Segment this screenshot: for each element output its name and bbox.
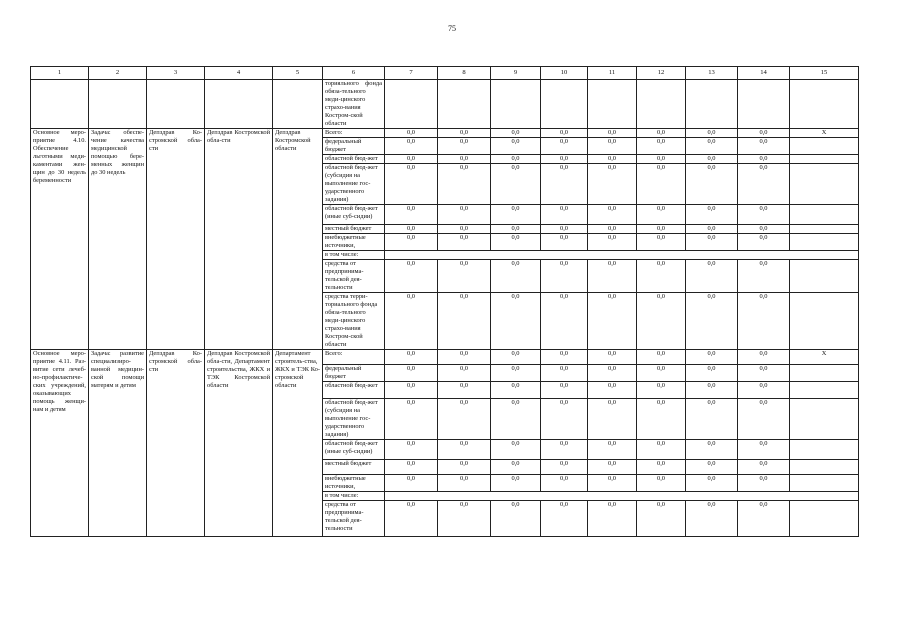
amount-cell: 0,0 [588, 155, 637, 164]
amount-cell: 0,0 [588, 440, 637, 460]
amount-cell: 0,0 [637, 460, 686, 475]
amount-cell: 0,0 [637, 293, 686, 350]
measure-cell: Основное меро-приятие 4.10. Обеспечение льготными меди-каментами жен-щин до 30 недель беременности [31, 129, 89, 350]
amount-cell: 0,0 [385, 440, 438, 460]
funding-source-label: федеральный бюджет [323, 365, 385, 382]
amount-cell: 0,0 [491, 475, 541, 492]
amount-cell: 0,0 [385, 399, 438, 440]
empty-cell [790, 164, 859, 205]
empty-cell [790, 501, 859, 537]
amount-cell: 0,0 [385, 129, 438, 138]
executor-cell: Депздрав Ко-стромской обла-сти [147, 129, 205, 350]
column-number-15: 15 [790, 67, 859, 80]
amount-cell: 0,0 [738, 365, 790, 382]
amount-cell: 0,0 [385, 501, 438, 537]
empty-cell [438, 80, 491, 129]
amount-cell: 0,0 [438, 234, 491, 251]
amount-cell: 0,0 [491, 155, 541, 164]
amount-cell: 0,0 [588, 164, 637, 205]
amount-cell: 0,0 [438, 129, 491, 138]
amount-cell: 0,0 [541, 293, 588, 350]
amount-cell: 0,0 [738, 260, 790, 293]
funding-source-label: областной бюд-жет (субсидия на выполнение гос-ударственного задания) [323, 399, 385, 440]
amount-cell: 0,0 [637, 234, 686, 251]
amount-cell: 0,0 [637, 501, 686, 537]
amount-cell: 0,0 [541, 475, 588, 492]
amount-cell: 0,0 [686, 155, 738, 164]
amount-cell: 0,0 [637, 399, 686, 440]
column-number-2: 2 [89, 67, 147, 80]
amount-cell: 0,0 [738, 164, 790, 205]
amount-cell: 0,0 [686, 260, 738, 293]
funding-source-label: областной бюд-жет (субсидия на выполнение гос-ударственного задания) [323, 164, 385, 205]
amount-cell: 0,0 [491, 164, 541, 205]
empty-cell [790, 440, 859, 460]
funding-source-label: торияльного фонда обяза-тельного меди-цинского страхо-вания Костром-ской области [323, 80, 385, 129]
empty-cell [790, 155, 859, 164]
amount-cell: 0,0 [686, 164, 738, 205]
amount-cell: 0,0 [438, 350, 491, 365]
amount-cell: 0,0 [686, 350, 738, 365]
amount-cell: 0,0 [637, 205, 686, 225]
empty-cell [273, 80, 323, 129]
empty-cell [385, 80, 438, 129]
amount-cell: 0,0 [491, 365, 541, 382]
result-mark: X [790, 350, 859, 365]
amount-cell: 0,0 [738, 475, 790, 492]
empty-cell [385, 492, 859, 501]
amount-cell: 0,0 [738, 205, 790, 225]
amount-cell: 0,0 [738, 440, 790, 460]
amount-cell: 0,0 [686, 440, 738, 460]
amount-cell: 0,0 [637, 155, 686, 164]
amount-cell: 0,0 [738, 225, 790, 234]
program-table [30, 66, 859, 537]
amount-cell: 0,0 [541, 138, 588, 155]
amount-cell: 0,0 [438, 382, 491, 399]
amount-cell: 0,0 [686, 234, 738, 251]
amount-cell: 0,0 [491, 382, 541, 399]
amount-cell: 0,0 [637, 129, 686, 138]
column-number-5: 5 [273, 67, 323, 80]
amount-cell: 0,0 [438, 225, 491, 234]
amount-cell: 0,0 [686, 475, 738, 492]
empty-cell [541, 80, 588, 129]
funding-source-label: областной бюд-жет (иные суб-сидии) [323, 440, 385, 460]
amount-cell: 0,0 [438, 460, 491, 475]
empty-cell [385, 251, 859, 260]
amount-cell: 0,0 [588, 475, 637, 492]
customer-cell: Департамент строитель-ства, ЖКХ и ТЭК Ко-стромской области [273, 350, 323, 537]
table-row [31, 350, 859, 365]
column-number-9: 9 [491, 67, 541, 80]
amount-cell: 0,0 [738, 399, 790, 440]
amount-cell: 0,0 [438, 440, 491, 460]
amount-cell: 0,0 [738, 293, 790, 350]
empty-cell [790, 365, 859, 382]
amount-cell: 0,0 [738, 155, 790, 164]
page-number: 75 [448, 24, 456, 33]
amount-cell: 0,0 [588, 205, 637, 225]
empty-cell [790, 475, 859, 492]
task-cell: Задача: развитие специализиро-ванной медицин-ской помощи матерям и детям [89, 350, 147, 537]
amount-cell: 0,0 [637, 382, 686, 399]
column-number-14: 14 [738, 67, 790, 80]
funding-source-label: местный бюджет [323, 460, 385, 475]
amount-cell: 0,0 [738, 234, 790, 251]
empty-cell [790, 234, 859, 251]
amount-cell: 0,0 [686, 460, 738, 475]
amount-cell: 0,0 [541, 234, 588, 251]
empty-cell [790, 293, 859, 350]
amount-cell: 0,0 [686, 205, 738, 225]
amount-cell: 0,0 [491, 205, 541, 225]
empty-cell [205, 80, 273, 129]
amount-cell: 0,0 [637, 440, 686, 460]
amount-cell: 0,0 [438, 293, 491, 350]
empty-cell [790, 225, 859, 234]
empty-cell [89, 80, 147, 129]
amount-cell: 0,0 [738, 382, 790, 399]
empty-cell [790, 80, 859, 129]
amount-cell: 0,0 [637, 138, 686, 155]
amount-cell: 0,0 [637, 225, 686, 234]
amount-cell: 0,0 [588, 501, 637, 537]
column-number-3: 3 [147, 67, 205, 80]
empty-cell [31, 80, 89, 129]
amount-cell: 0,0 [738, 460, 790, 475]
amount-cell: 0,0 [637, 475, 686, 492]
empty-cell [790, 399, 859, 440]
amount-cell: 0,0 [541, 225, 588, 234]
amount-cell: 0,0 [541, 501, 588, 537]
amount-cell: 0,0 [491, 293, 541, 350]
amount-cell: 0,0 [438, 138, 491, 155]
amount-cell: 0,0 [491, 234, 541, 251]
task-cell: Задача: обеспе-чение качества медицинской помощью бере-менных женщин до 30 недель [89, 129, 147, 350]
amount-cell: 0,0 [588, 260, 637, 293]
amount-cell: 0,0 [541, 129, 588, 138]
amount-cell: 0,0 [686, 399, 738, 440]
executor-cell: Депздрав Ко-стромской обла-сти [147, 350, 205, 537]
amount-cell: 0,0 [588, 460, 637, 475]
funding-source-label: средства от предпринима-тельской дея-тельности [323, 501, 385, 537]
measure-cell: Основное меро-приятие 4.11. Раз-витие сети лечеб-но-профилактиче-ских учреждений, оказывающих помощь женщи-нам и детям [31, 350, 89, 537]
empty-cell [637, 80, 686, 129]
funding-source-label: Всего: [323, 350, 385, 365]
amount-cell: 0,0 [541, 365, 588, 382]
amount-cell: 0,0 [541, 399, 588, 440]
funding-source-label: областной бюд-жет [323, 155, 385, 164]
amount-cell: 0,0 [686, 382, 738, 399]
funding-source-label: Всего: [323, 129, 385, 138]
funding-source-label: федеральный бюджет [323, 138, 385, 155]
column-number-10: 10 [541, 67, 588, 80]
amount-cell: 0,0 [637, 260, 686, 293]
amount-cell: 0,0 [588, 138, 637, 155]
amount-cell: 0,0 [385, 475, 438, 492]
funding-source-label: средства от предпринима-тельской дея-тельности [323, 260, 385, 293]
amount-cell: 0,0 [385, 365, 438, 382]
funding-source-label: в том числе: [323, 492, 385, 501]
amount-cell: 0,0 [738, 501, 790, 537]
amount-cell: 0,0 [541, 260, 588, 293]
table-row [31, 129, 859, 138]
amount-cell: 0,0 [541, 460, 588, 475]
amount-cell: 0,0 [588, 293, 637, 350]
amount-cell: 0,0 [491, 138, 541, 155]
amount-cell: 0,0 [491, 460, 541, 475]
amount-cell: 0,0 [541, 155, 588, 164]
amount-cell: 0,0 [438, 164, 491, 205]
funding-source-label: областной бюд-жет [323, 382, 385, 399]
empty-cell [790, 138, 859, 155]
participant-cell: Депздрав Костромской обла-сти, Департамент строительства, ЖКХ и ТЭК Костромской области [205, 350, 273, 537]
amount-cell: 0,0 [491, 129, 541, 138]
funding-source-label: внебюджетные источники, [323, 475, 385, 492]
amount-cell: 0,0 [385, 260, 438, 293]
funding-source-label: в том числе: [323, 251, 385, 260]
participant-cell: Депздрав Костромской обла-сти [205, 129, 273, 350]
amount-cell: 0,0 [637, 365, 686, 382]
amount-cell: 0,0 [438, 205, 491, 225]
amount-cell: 0,0 [438, 155, 491, 164]
amount-cell: 0,0 [588, 225, 637, 234]
amount-cell: 0,0 [686, 129, 738, 138]
amount-cell: 0,0 [491, 350, 541, 365]
amount-cell: 0,0 [686, 225, 738, 234]
amount-cell: 0,0 [385, 234, 438, 251]
amount-cell: 0,0 [637, 350, 686, 365]
funding-source-label: местный бюджет [323, 225, 385, 234]
column-number-11: 11 [588, 67, 637, 80]
empty-cell [686, 80, 738, 129]
empty-cell [738, 80, 790, 129]
column-number-row [31, 67, 859, 80]
amount-cell: 0,0 [385, 382, 438, 399]
amount-cell: 0,0 [588, 382, 637, 399]
empty-cell [790, 382, 859, 399]
column-number-6: 6 [323, 67, 385, 80]
amount-cell: 0,0 [438, 399, 491, 440]
amount-cell: 0,0 [686, 293, 738, 350]
empty-cell [588, 80, 637, 129]
amount-cell: 0,0 [541, 440, 588, 460]
empty-cell [790, 205, 859, 225]
amount-cell: 0,0 [541, 205, 588, 225]
amount-cell: 0,0 [491, 501, 541, 537]
amount-cell: 0,0 [491, 260, 541, 293]
amount-cell: 0,0 [438, 365, 491, 382]
amount-cell: 0,0 [541, 164, 588, 205]
funding-source-label: областной бюд-жет (иные суб-сидии) [323, 205, 385, 225]
amount-cell: 0,0 [588, 365, 637, 382]
empty-cell [147, 80, 205, 129]
empty-cell [790, 460, 859, 475]
column-number-13: 13 [686, 67, 738, 80]
column-number-4: 4 [205, 67, 273, 80]
amount-cell: 0,0 [588, 234, 637, 251]
amount-cell: 0,0 [438, 501, 491, 537]
amount-cell: 0,0 [385, 155, 438, 164]
amount-cell: 0,0 [738, 350, 790, 365]
amount-cell: 0,0 [686, 365, 738, 382]
empty-cell [790, 260, 859, 293]
column-number-7: 7 [385, 67, 438, 80]
column-number-1: 1 [31, 67, 89, 80]
empty-cell [491, 80, 541, 129]
amount-cell: 0,0 [385, 350, 438, 365]
amount-cell: 0,0 [385, 293, 438, 350]
amount-cell: 0,0 [438, 475, 491, 492]
amount-cell: 0,0 [385, 138, 438, 155]
amount-cell: 0,0 [491, 440, 541, 460]
funding-source-label: внебюджетные источники, [323, 234, 385, 251]
column-number-12: 12 [637, 67, 686, 80]
column-number-8: 8 [438, 67, 491, 80]
amount-cell: 0,0 [491, 399, 541, 440]
amount-cell: 0,0 [686, 501, 738, 537]
amount-cell: 0,0 [385, 460, 438, 475]
amount-cell: 0,0 [541, 350, 588, 365]
amount-cell: 0,0 [385, 225, 438, 234]
amount-cell: 0,0 [588, 350, 637, 365]
amount-cell: 0,0 [588, 399, 637, 440]
amount-cell: 0,0 [686, 138, 738, 155]
amount-cell: 0,0 [588, 129, 637, 138]
funding-source-label: средства терри-ториального фонда обяза-тельного меди-цинского страхо-вания Костром-ской области [323, 293, 385, 350]
amount-cell: 0,0 [438, 260, 491, 293]
amount-cell: 0,0 [738, 129, 790, 138]
amount-cell: 0,0 [541, 382, 588, 399]
amount-cell: 0,0 [637, 164, 686, 205]
customer-cell: Депздрав Костромской области [273, 129, 323, 350]
amount-cell: 0,0 [491, 225, 541, 234]
amount-cell: 0,0 [385, 164, 438, 205]
amount-cell: 0,0 [385, 205, 438, 225]
continuation-row [31, 80, 859, 129]
result-mark: X [790, 129, 859, 138]
amount-cell: 0,0 [738, 138, 790, 155]
